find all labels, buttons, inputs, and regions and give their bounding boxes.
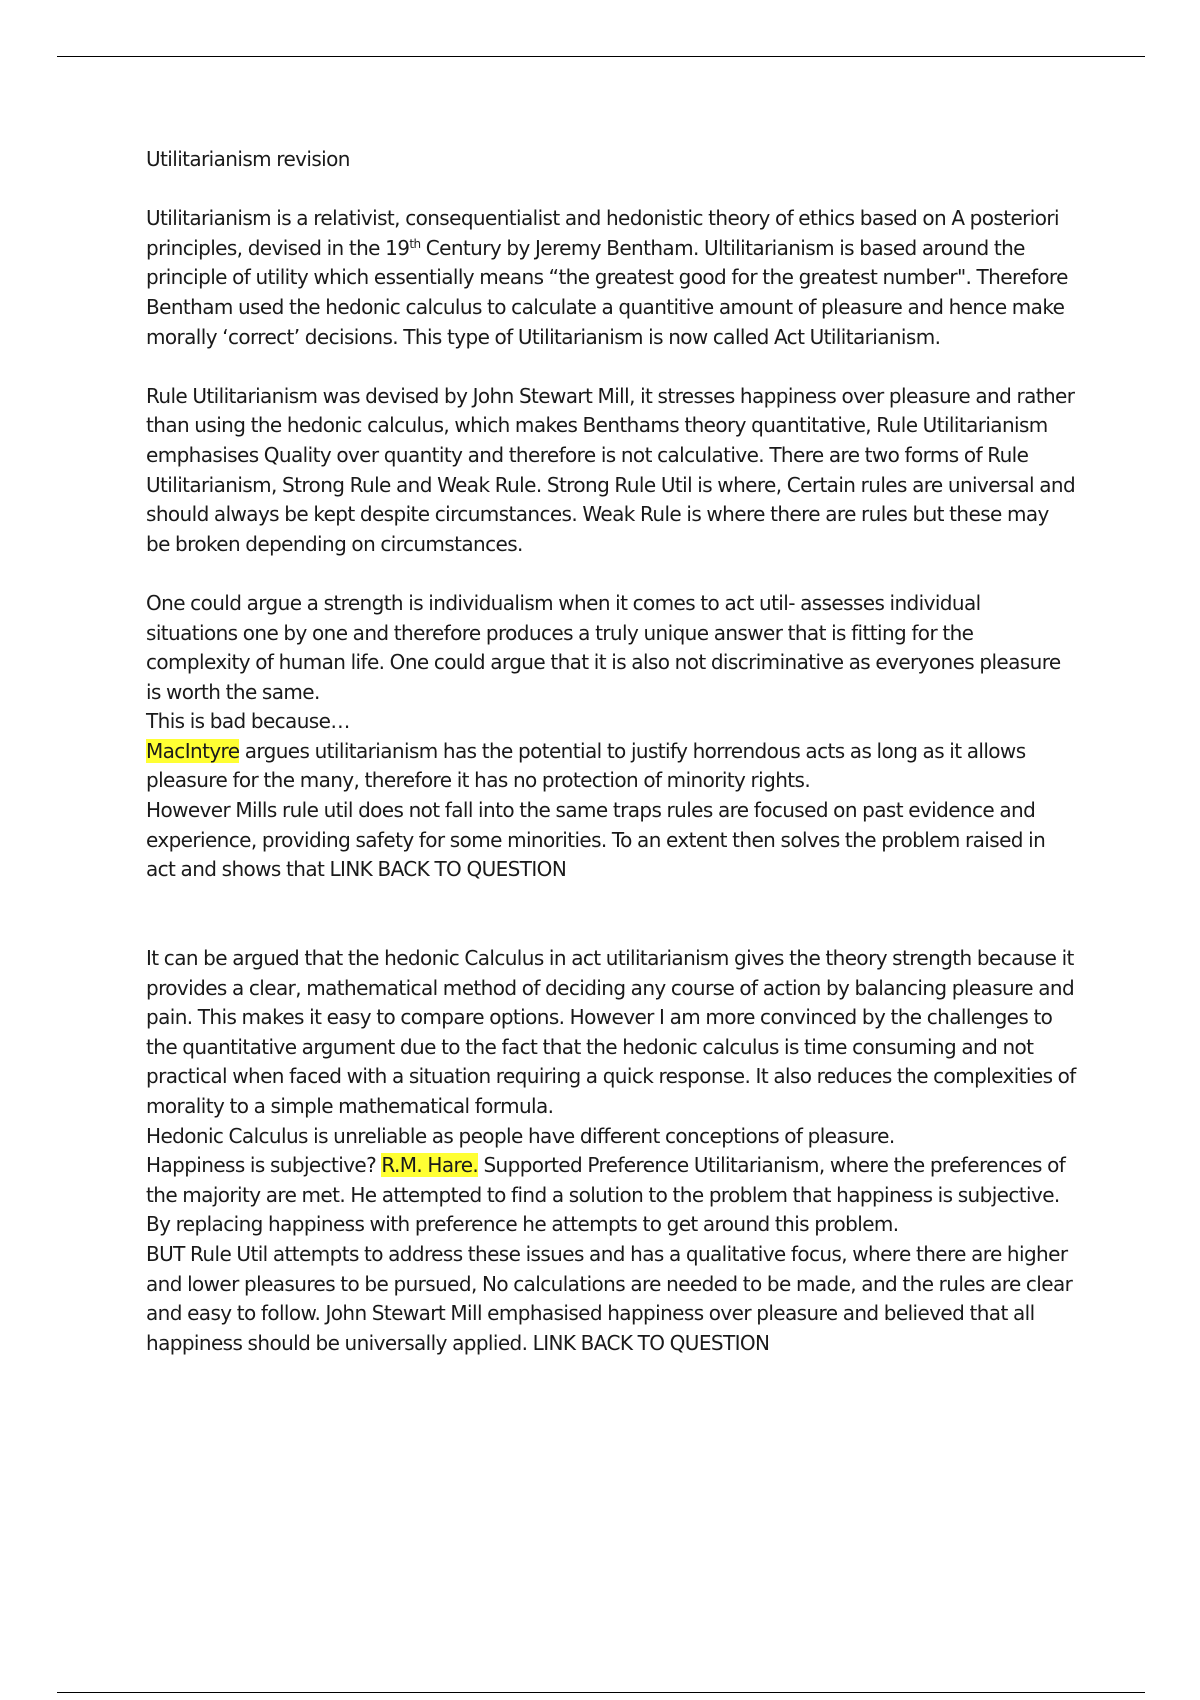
header-rule — [57, 56, 1145, 57]
paragraph-text: Supported Preference Utilitarianism, where the preferences of the majority are met. He attempted to find a solution to the problem that happiness is subjective. By replacing happiness with preference he attempts to get around this problem. — [146, 1153, 1066, 1237]
paragraph-rule-util-qualitative: BUT Rule Util attempts to address these issues and has a qualitative focus, where there are higher and lower pleasures to be pursued, No calculations are needed to be made, and the rules are clear and easy to follow. John Stewart Mill emphasised happiness over pleasure and believed that all happiness should be universally applied. LINK BACK TO QUESTION — [146, 1241, 1073, 1355]
footer-rule — [57, 1692, 1145, 1693]
highlighted-name: MacIntyre — [146, 738, 240, 763]
paragraph-text: Happiness is subjective? — [146, 1153, 382, 1178]
paragraph-text: argues utilitarianism has the potential to justify horrendous acts as long as it allows pleasure for the many, therefore it has no protection of minority rights. — [146, 738, 1026, 793]
ordinal-superscript: th — [409, 236, 421, 251]
paragraph-hedonic-unreliable: Hedonic Calculus is unreliable as people have different conceptions of pleasure. — [146, 1123, 895, 1148]
paragraph-hedonic-calculus: It can be argued that the hedonic Calculus in act utilitarianism gives the theory strength because it provides a clear, mathematical method of deciding any course of action by balancing pleasure and pain. This makes it easy to compare options. However I am more convinced by the challenges to the quantitative argument due to the fact that the hedonic calculus is time consuming and not practical when faced with a situation requiring a quick response. It also reduces the complexities of morality to a simple mathematical formula. — [146, 946, 1076, 1118]
paragraph-text: Century by Jeremy Bentham. Ultilitarianism is based around the principle of utility which essentially means “the greatest good for the greatest number". Therefore Bentham used the hedonic calculus to calculate a quantitive amount of pleasure and hence make morally ‘correct’ decisions. This type of Utilitarianism is now called Act Utilitarianism. — [146, 235, 1068, 349]
paragraph-bad-because: This is bad because… — [146, 709, 350, 734]
paragraph-rule-utilitarianism: Rule Utilitarianism was devised by John Stewart Mill, it stresses happiness over pleasure and rather than using the hedonic calculus, which makes Benthams theory quantitative, Rule Utilitarianism emphasises Quality over quantity and therefore is not calculative. There are two forms of Rule Utilitarianism, Strong Rule and Weak Rule. Strong Rule Util is where, Certain rules are universal and should always be kept despite circumstances. Weak Rule is where there are rules but these may be broken depending on circumstances. — [146, 383, 1076, 556]
paragraph-macintyre — [146, 737, 1076, 796]
paragraph-act-utilitarianism — [146, 204, 1076, 352]
document-body — [146, 145, 1076, 1358]
paragraph-hare — [146, 1151, 1076, 1240]
paragraph-individualism: One could argue a strength is individualism when it comes to act util- assesses individual situations one by one and therefore produces a truly unique answer that is fitting for the complexity of human life. One could argue that it is also not discriminative as everyones pleasure is worth the same. — [146, 590, 1061, 704]
paragraph-text: Utilitarianism is a relativist, consequentialist and hedonistic theory of ethics based on A posteriori principles, devised in the 19 — [146, 206, 1059, 260]
highlighted-name: R.M. Hare. — [381, 1153, 479, 1178]
document-title: Utilitarianism revision — [146, 147, 350, 171]
paragraph-mills-rule-util: However Mills rule util does not fall into the same traps rules are focused on past evidence and experience, providing safety for some minorities. To an extent then solves the problem raised in act and shows that LINK BACK TO QUESTION — [146, 798, 1046, 882]
